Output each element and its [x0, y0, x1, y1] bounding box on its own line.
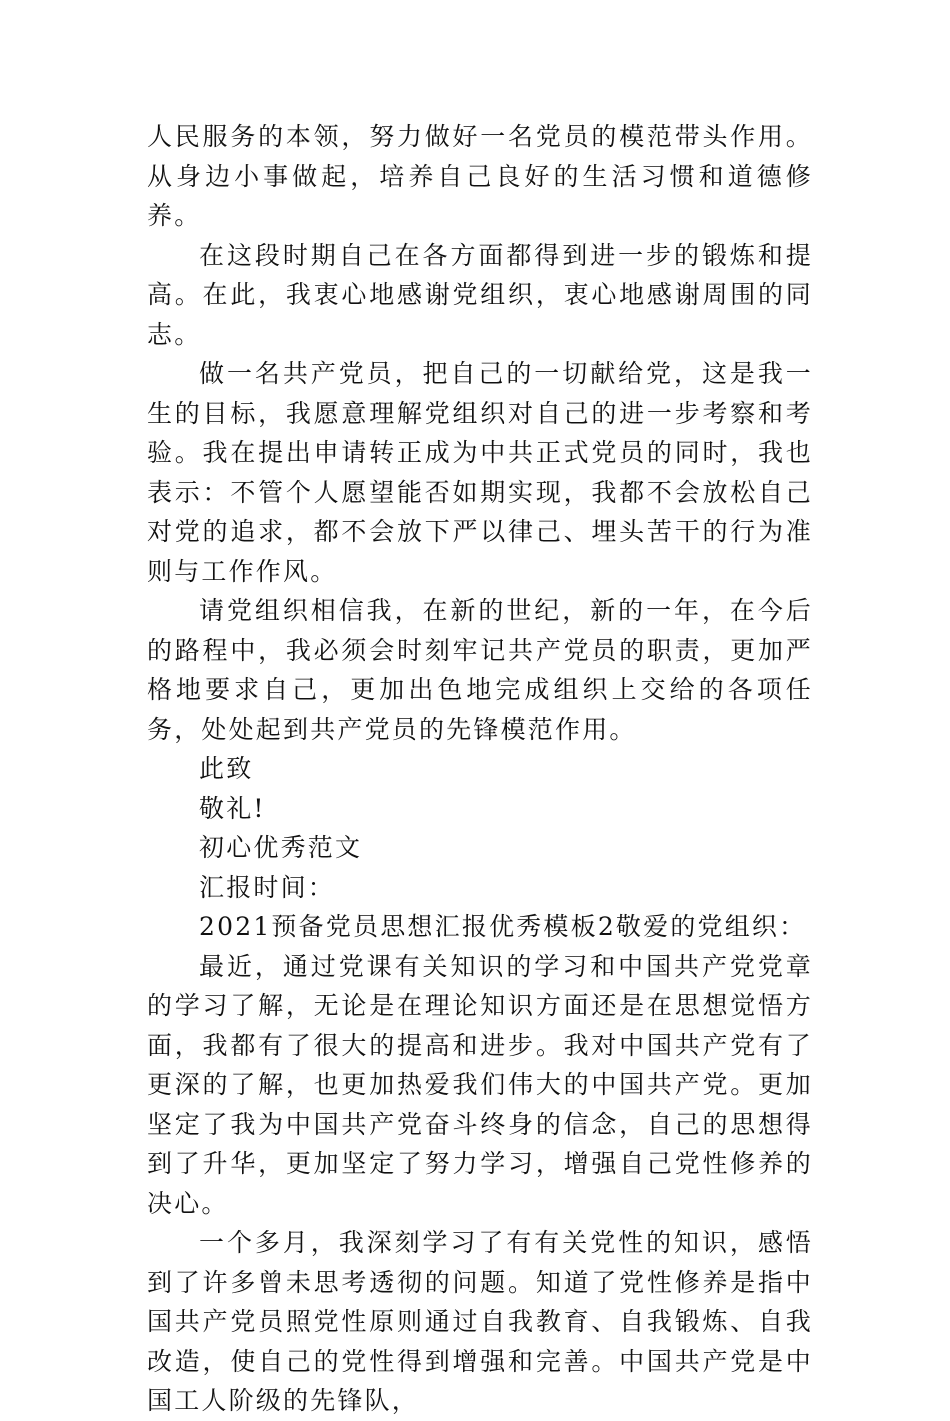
closing-regards: 敬礼!: [199, 793, 266, 823]
paragraph: 人民服务的本领，努力做好一名党员的模范带头作用。从身边小事做起，培养自己良好的生活习惯和道德修养。: [147, 122, 813, 230]
paragraph: 做一名共产党员，把自己的一切献给党，这是我一生的目标，我愿意理解党组织对自己的进一步考察和考验。我在提出申请转正成为中共正式党员的同时，我也表示：不管个人愿望能否如期实现，我都不会放松自己对党的追求，都不会放下严以律己、埋头苦干的行为准则与工作作风。: [147, 359, 813, 586]
report-time: 汇报时间：: [199, 872, 336, 902]
paragraph: 最近，通过党课有关知识的学习和中国共产党党章的学习了解，无论是在理论知识方面还是在思想觉悟方面，我都有了很大的提高和进步。我对中国共产党有了更深的了解，也更加热爱我们伟大的中国共产党。更加坚定了我为中国共产党奋斗终身的信念，自己的思想得到了升华，更加坚定了努力学习，增强自己党性修养的决心。: [147, 951, 813, 1218]
paragraph: 在这段时期自己在各方面都得到进一步的锻炼和提高。在此，我衷心地感谢党组织，衷心地感谢周围的同志。: [147, 240, 813, 349]
paragraph: 一个多月，我深刻学习了有有关党性的知识，感悟到了许多曾未思考透彻的问题。知道了党性修养是指中国共产党员照党性原则通过自我教育、自我锻炼、自我改造，使自己的党性得到增强和完善。中国共产党是中国工人阶级的先锋队，: [147, 1228, 813, 1415]
document-body: [147, 117, 813, 1421]
signature: 初心优秀范文: [199, 833, 363, 862]
closing-salutation: 此致: [199, 754, 254, 783]
paragraph: 请党组织相信我，在新的世纪，新的一年，在今后的路程中，我必须会时刻牢记共产党员的职责，更加严格地要求自己，更加出色地完成组织上交给的各项任务，处处起到共产党员的先锋模范作用。: [147, 596, 813, 744]
section-heading: 2021预备党员思想汇报优秀模板2敬爱的党组织：: [199, 912, 807, 941]
